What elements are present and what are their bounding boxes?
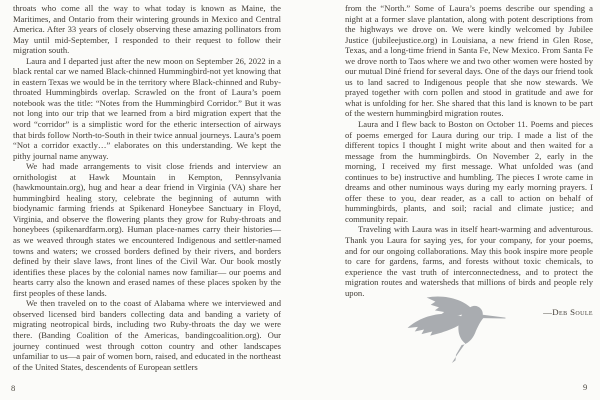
hummingbird-illustration [404, 296, 508, 364]
page-number-left: 8 [11, 383, 16, 393]
paragraph: Laura and I flew back to Boston on October 11. Poems and pieces of poems emerged for Laura during our trip. I made a list of the different topics I thought I might write about and then waited for a message from the hummingbirds. On November 2, early in the morning, I received my first message. What unfolded was (and continues to be) instructive and humbling. The pieces I wrote came in dreams and other numinous ways during my early morning prayers. I offer these to you, dear reader, as a call to action on behalf of hummingbirds, plants, and soil; racial and climate justice; and community repair. [345, 119, 593, 224]
paragraph: Laura and I departed just after the new moon on September 26, 2022 in a black rental car we named Black-chinned Hummingbird-not yet knowing that in eastern Texas we would be in the territory where Black-chinned and Ruby-throated Hummingbirds overlap. Scrawled on the front of Laura’s poem notebook was the title: “Notes from the Hummingbird Corridor.” But it was not long into our trip that we learned from a bird migration expert that the word “corridor” is a simplistic word for the etheric intersection of airways that birds follow North-to-South in their twice annual journeys. Laura’s poem “Not a corridor exactly…” elaborates on this understanding. We kept the pithy journal name anyway. [13, 55, 281, 161]
paragraph: from the “North.” Some of Laura’s poems describe our spending a night at a former slave plantation, along with potent descriptions from the highways we drove on. We were kindly welcomed by Jubilee Justice (jubileejustice.org) in Louisiana, a new friend in Glen Rose, Texas, and a long-time friend in Santa Fe, New Mexico. From Santa Fe we drove north to Taos where we and two other women were hosted by our mutual Diné friend for several days. One of the days our friend took us to land sacred to Indigenous people that she now stewards. We prayed together with corn pollen and stood in gratitude and awe for what is unfolding for her. She shared that this land is known to be part of the western hummingbird migration routes. [345, 3, 593, 119]
right-page [345, 3, 593, 318]
left-page [13, 3, 281, 372]
paragraph: throats who come all the way to what today is known as Maine, the Maritimes, and Ontario from their wintering grounds in Mexico and Central America. After 33 years of closely observing these amazing pollinators from May until mid-September, I responded to their request to follow their migration south. [13, 3, 281, 56]
paragraph: We then traveled on to the coast of Alabama where we interviewed and observed licensed bird banders collecting data and banding a variety of migrating neotropical birds, including two Ruby-throats the day we were there. (Banding Coalition of the Americas, bandingcoalition.org). Our journey continued west through cotton country and other landscapes unfamiliar to us—a pair of women born, raised, and educated in the northeast of the United States, descendents of European settlers [13, 298, 281, 372]
paragraph: We had made arrangements to visit close friends and interview an ornithologist at Hawk Mountain in Kempton, Pennsylvania (hawkmountain.org), hug and hear a dear friend in Virginia (VA) share her hummingbird healing story, celebrate the beginning of autumn with biodynamic farming friends at Spikenard Honeybee Sanctuary in Floyd, Virginia, and observe the flowering plants they grow for Ruby-throats and honeybees (spikenardfarm.org). Human place-names carry their histories— as we weaved through states we encountered Indigenous and settler-named towns and waters; we crossed borders defined by their rivers, and borders defined by their slave laws, front lines of the Civil War. Our book mostly identifies these places by the colonial names now familiar— our poems and hearts carry also the known and erased names of these places spoken by the first peoples of these lands. [13, 161, 281, 298]
paragraph: Traveling with Laura was in itself heart-warming and adventurous. Thank you Laura for saying yes, for your company, for your poems, and for our ongoing collaborations. May this book inspire more people to care for gardens, farms, and forests without toxic chemicals, to experience the vast truth of interconnectedness, and to protect the migration routes and watersheds that millions of birds and people rely upon. [345, 224, 593, 298]
hummingbird-silhouette-icon [404, 296, 508, 364]
page-number-right: 9 [583, 382, 588, 392]
author-signature: —Deb Soule [543, 307, 593, 318]
